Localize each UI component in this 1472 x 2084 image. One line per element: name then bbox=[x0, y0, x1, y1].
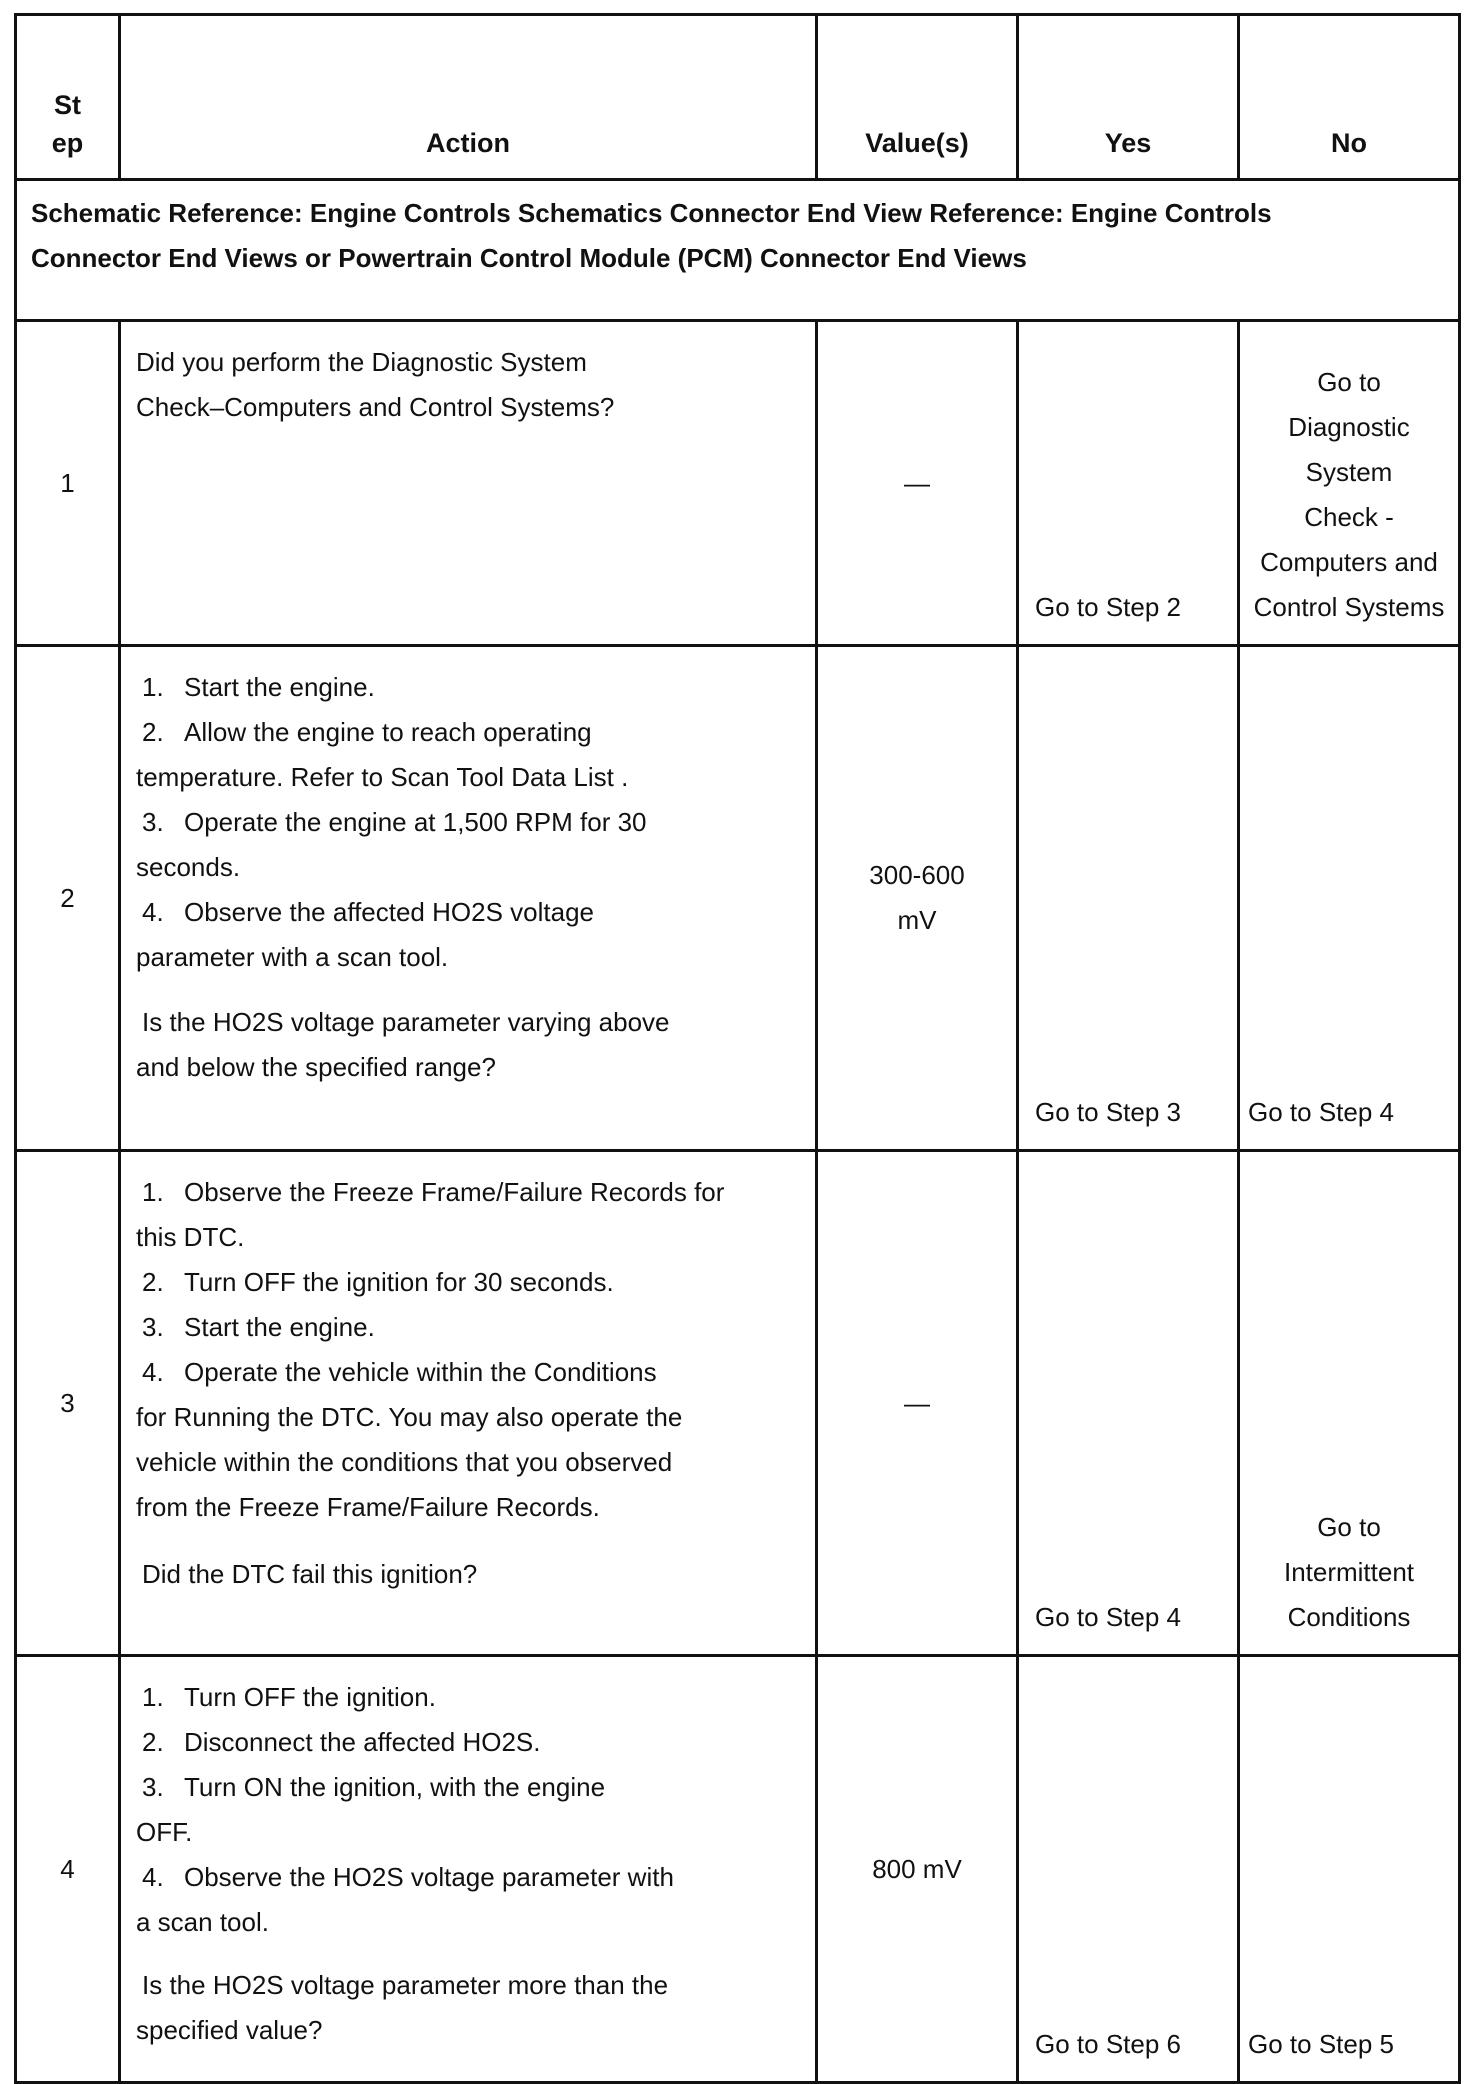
action-item: 2. Allow the engine to reach operating bbox=[142, 717, 592, 747]
step-yes: Go to Step 3 bbox=[1018, 646, 1239, 1151]
step-no: Go to Step 5 bbox=[1239, 1656, 1460, 2083]
action-item: 1. Observe the Freeze Frame/Failure Records for bbox=[142, 1177, 725, 1207]
header-no: No bbox=[1239, 15, 1460, 180]
header-values: Value(s) bbox=[817, 15, 1018, 180]
step-number: 2 bbox=[16, 646, 120, 1151]
action-item: 1. Turn OFF the ignition. bbox=[142, 1682, 436, 1712]
step-value: 300-600 mV bbox=[817, 646, 1018, 1151]
action-item: 2. Disconnect the affected HO2S. bbox=[142, 1727, 541, 1757]
action-item: 4. Observe the affected HO2S voltage bbox=[142, 897, 594, 927]
action-item: 4. Operate the vehicle within the Conditions bbox=[142, 1357, 657, 1387]
action-question: Is the HO2S voltage parameter varying above and below the specified range? bbox=[136, 1007, 670, 1082]
action-question: Did the DTC fail this ignition? bbox=[142, 1559, 478, 1589]
step-value: 800 mV bbox=[817, 1656, 1018, 2083]
step-row-3 bbox=[16, 1151, 1460, 1656]
action-question: Is the HO2S voltage parameter more than the specified value? bbox=[136, 1970, 669, 2045]
step-value: — bbox=[817, 1151, 1018, 1656]
reference-row bbox=[16, 180, 1460, 321]
step-row-1 bbox=[16, 321, 1460, 646]
step-action: Did you perform the Diagnostic System Check–Computers and Control Systems? bbox=[120, 321, 817, 646]
step-number: 3 bbox=[16, 1151, 120, 1656]
step-no: Go to Intermittent Conditions bbox=[1239, 1151, 1460, 1656]
action-item: 3. Start the engine. bbox=[142, 1312, 375, 1342]
action-item: 4. Observe the HO2S voltage parameter with bbox=[142, 1862, 674, 1892]
step-no: Go to Diagnostic System Check - Computers and Control Systems bbox=[1239, 321, 1460, 646]
diagnostic-table bbox=[14, 13, 1461, 2084]
step-action: 1. Start the engine. 2. Allow the engine to reach operating temperature. Refer to Scan Tool Data List . 3. Operate the engine at 1,500 RPM for 30 seconds. 4. Observe the affected HO2S voltage parameter with a scan tool. Is the HO2S voltage parameter varying above and below the specified range? bbox=[120, 646, 817, 1151]
header-step: St ep bbox=[16, 15, 120, 180]
header-row bbox=[16, 15, 1460, 180]
header-action: Action bbox=[120, 15, 817, 180]
step-yes: Go to Step 2 bbox=[1018, 321, 1239, 646]
header-yes: Yes bbox=[1018, 15, 1239, 180]
step-number: 4 bbox=[16, 1656, 120, 2083]
step-number: 1 bbox=[16, 321, 120, 646]
step-row-2 bbox=[16, 646, 1460, 1151]
action-item: 2. Turn OFF the ignition for 30 seconds. bbox=[142, 1267, 614, 1297]
step-no: Go to Step 4 bbox=[1239, 646, 1460, 1151]
action-item: 3. Turn ON the ignition, with the engine bbox=[142, 1772, 606, 1802]
step-yes: Go to Step 4 bbox=[1018, 1151, 1239, 1656]
action-item: 3. Operate the engine at 1,500 RPM for 30 bbox=[142, 807, 647, 837]
schematic-reference: Schematic Reference: Engine Controls Schematics Connector End View Reference: Engine Controls Connector End Views or Powertrain Control Module (PCM) Connector End Views bbox=[16, 180, 1460, 321]
step-yes: Go to Step 6 bbox=[1018, 1656, 1239, 2083]
step-action: 1. Turn OFF the ignition. 2. Disconnect the affected HO2S. 3. Turn ON the ignition, with the engine OFF. 4. Observe the HO2S voltage parameter with a scan tool. Is the HO2S voltage parameter more than the specified value? bbox=[120, 1656, 817, 2083]
action-item: 1. Start the engine. bbox=[142, 672, 375, 702]
step-action: 1. Observe the Freeze Frame/Failure Records for this DTC. 2. Turn OFF the ignition for 30 seconds. 3. Start the engine. 4. Operate the vehicle within the Conditions for Running the DTC. You may also operate the vehicle within the conditions that you observed from the Freeze Frame/Failure Records. Did the DTC fail this ignition? bbox=[120, 1151, 817, 1656]
step-row-4 bbox=[16, 1656, 1460, 2083]
step-value: — bbox=[817, 321, 1018, 646]
